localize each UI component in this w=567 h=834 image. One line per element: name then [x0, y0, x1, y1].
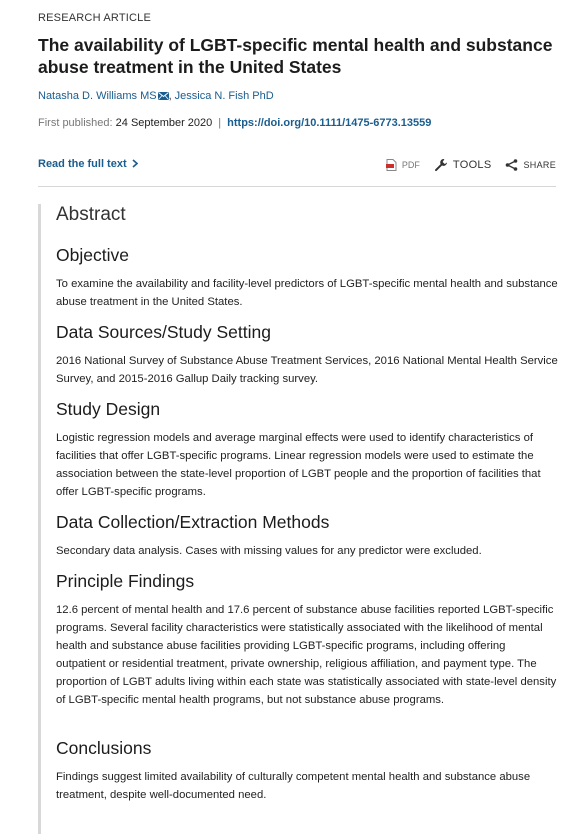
share-label: SHARE — [523, 160, 556, 170]
section-heading: Study Design — [56, 399, 161, 419]
section-heading: Data Sources/Study Setting — [56, 322, 271, 342]
publication-info — [38, 117, 431, 129]
author-list — [38, 90, 274, 102]
tools-label: TOOLS — [452, 159, 492, 171]
read-full-text-link[interactable] — [38, 158, 138, 170]
pdf-label: PDF — [401, 160, 420, 170]
chevron-right-icon — [132, 158, 138, 170]
abstract-title: Abstract — [56, 204, 126, 225]
article-toolbar — [38, 150, 556, 187]
pdf-icon — [386, 159, 397, 171]
author-link-williams[interactable]: Natasha D. Williams MS — [38, 90, 157, 102]
share-icon — [505, 159, 518, 171]
abstract-subsection-conclusions — [56, 737, 561, 804]
section-text: 2016 National Survey of Substance Abuse Treatment Services, 2016 National Mental Health Service Survey, and 2015-2016 Gallup Daily tracking survey. — [56, 355, 558, 385]
publication-separator: | — [218, 117, 222, 129]
abstract-subsection-data-collection — [56, 511, 561, 560]
section-text: Secondary data analysis. Cases with missing values for any predictor were excluded. — [56, 545, 482, 557]
abstract-subsection-study-design — [56, 398, 561, 501]
wrench-icon — [434, 158, 448, 172]
doi-link[interactable]: https://doi.org/10.1111/1475-6773.13559 — [227, 117, 432, 129]
section-heading: Objective — [56, 245, 129, 265]
section-text: To examine the availability and facility-level predictors of LGBT-specific mental health and substance abuse treatment in the United States. — [56, 278, 558, 308]
share-button[interactable] — [505, 159, 556, 171]
pdf-button[interactable] — [386, 159, 420, 171]
author-separator: , — [168, 90, 172, 102]
abstract-subsection-principle-findings — [56, 570, 561, 709]
section-heading: Data Collection/Extraction Methods — [56, 512, 330, 532]
section-text: 12.6 percent of mental health and 17.6 percent of substance abuse facilities reported LGBT-specific programs. Several facility characteristics were statistically associated with the likelihood of mental health and substance abuse facilities providing LGBT-specific programs, including offering outpatient or residential treatment, private ownership, religious affiliation, and payment type. The proportion of LGBT adults living within each state was statistically associated with state-level density of LGBT-specific mental health programs, but not substance abuse programs. — [56, 604, 557, 706]
author-link-fish[interactable]: Jessica N. Fish PhD — [174, 90, 274, 102]
section-text: Logistic regression models and average marginal effects were used to identify characteristics of facilities that offer LGBT-specific programs. Linear regression models were used to estimate the association between the state-level proportion of LGBT people and the proportion of facilities that offer LGBT-specific programs. — [56, 432, 541, 498]
section-heading: Principle Findings — [56, 571, 195, 591]
abstract-subsection-data-sources — [56, 321, 561, 388]
first-published-label: First published: — [38, 117, 113, 129]
section-text: Findings suggest limited availability of culturally competent mental health and substance abuse treatment, despite well-documented need. — [56, 771, 531, 801]
toolbar-actions — [372, 158, 556, 172]
envelope-icon[interactable] — [158, 91, 169, 99]
article-title: The availability of LGBT-specific mental health and substance abuse treatment in the United States — [38, 35, 553, 77]
abstract-subsection-objective — [56, 244, 561, 311]
article-type-label: RESEARCH ARTICLE — [38, 12, 152, 24]
section-heading: Conclusions — [56, 738, 152, 758]
abstract-section — [38, 204, 567, 834]
read-full-text-label: Read the full text — [38, 158, 127, 170]
first-published-date: 24 September 2020 — [115, 117, 213, 129]
tools-button[interactable] — [434, 158, 492, 172]
